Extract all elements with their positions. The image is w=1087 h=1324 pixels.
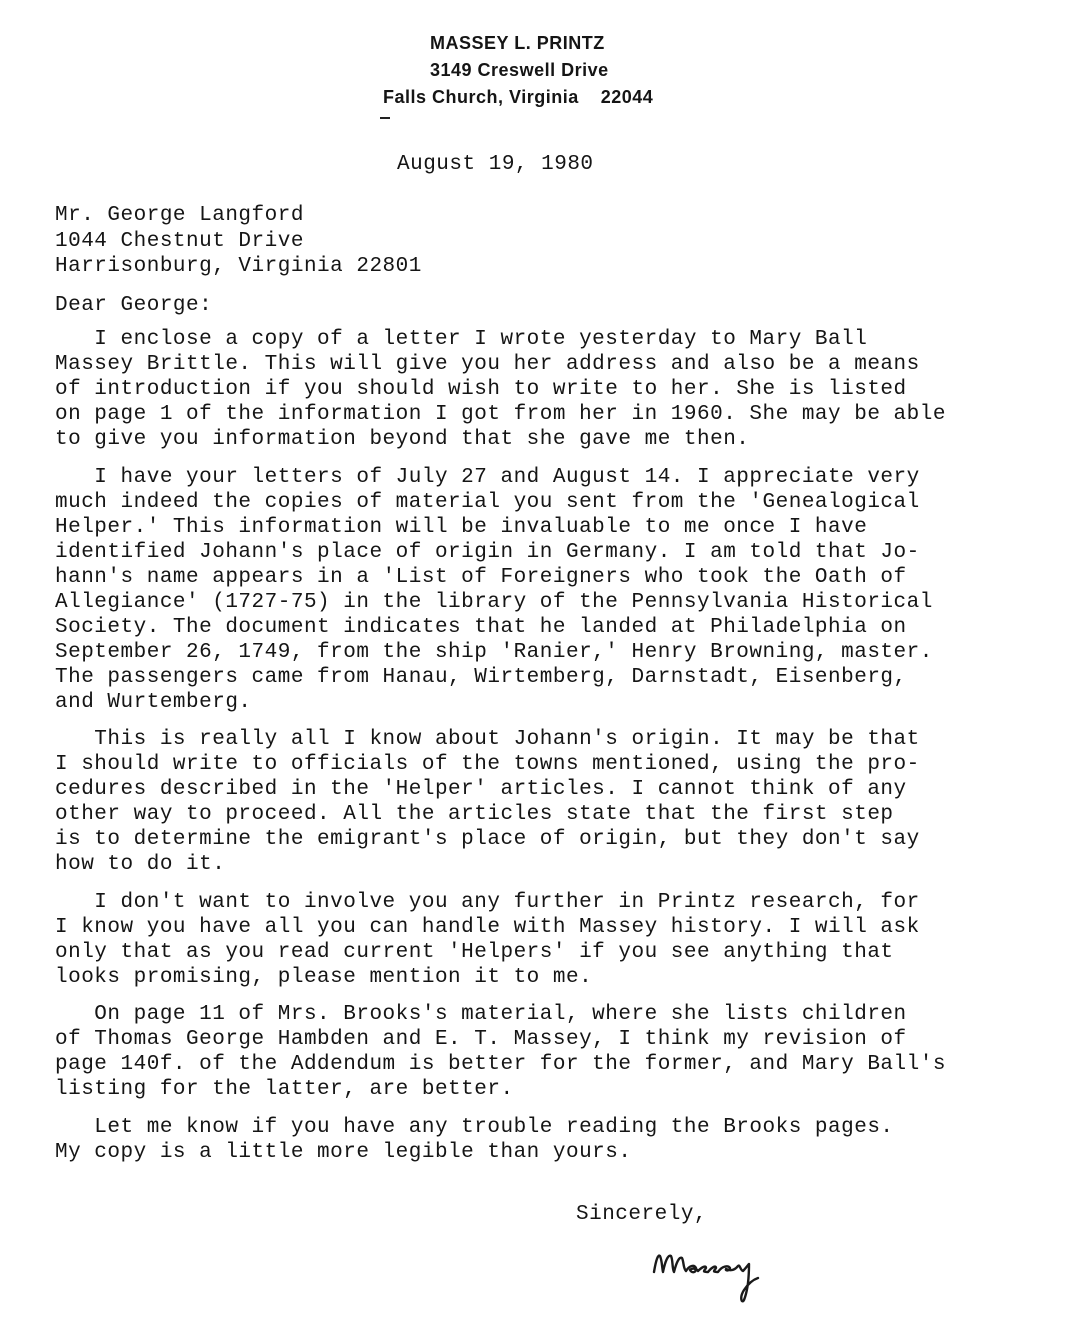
text-line: and Wurtemberg. xyxy=(55,690,252,714)
text-line: The passengers came from Hanau, Wirtemberg, Darnstadt, Eisenberg, xyxy=(55,665,907,689)
text-line: how to do it. xyxy=(55,853,226,876)
text-line: to give you information beyond that she gave me then. xyxy=(55,428,750,451)
sender-name: MASSEY L. PRINTZ xyxy=(430,33,605,53)
text-line: On page 11 of Mrs. Brooks's material, where she lists children xyxy=(55,1003,907,1026)
text-line: page 140f. of the Addendum is better for the former, and Mary Ball's xyxy=(55,1053,946,1076)
letter-date: August 19, 1980 xyxy=(397,153,594,176)
paragraph xyxy=(55,727,1065,877)
paragraph xyxy=(55,465,1065,715)
text-line: on page 1 of the information I got from her in 1960. She may be able xyxy=(55,403,946,426)
stray-mark xyxy=(380,117,390,119)
text-line: Allegiance' (1727-75) in the library of the Pennsylvania Historical xyxy=(55,590,933,614)
recipient-address xyxy=(55,203,422,280)
text-line: I enclose a copy of a letter I wrote yesterday to Mary Ball xyxy=(55,328,868,351)
text-line: Society. The document indicates that he landed at Philadelphia on xyxy=(55,615,907,639)
letterhead xyxy=(380,30,710,111)
text-line: Let me know if you have any trouble reading the Brooks pages. xyxy=(55,1115,894,1139)
text-line: I have your letters of July 27 and August 14. I appreciate very xyxy=(55,465,920,489)
text-line: listing for the latter, are better. xyxy=(55,1078,514,1101)
text-line: This is really all I know about Johann's origin. It may be that xyxy=(55,728,920,751)
recipient-name: Mr. George Langford xyxy=(55,204,304,227)
text-line: much indeed the copies of material you sent from the 'Genealogical xyxy=(55,490,920,514)
text-line: I should write to officials of the towns mentioned, using the pro- xyxy=(55,753,920,776)
text-line: Massey Brittle. This will give you her address and also be a means xyxy=(55,353,920,376)
text-line: of introduction if you should wish to write to her. She is listed xyxy=(55,378,907,401)
closing: Sincerely, xyxy=(576,1203,708,1226)
sender-zip: 22044 xyxy=(600,87,654,107)
text-line: hann's name appears in a 'List of Foreigners who took the Oath of xyxy=(55,565,907,589)
text-line: I know you have all you can handle with Massey history. I will ask xyxy=(55,915,920,939)
paragraph xyxy=(55,1115,1065,1165)
paragraph xyxy=(55,1002,1065,1102)
recipient-street: 1044 Chestnut Drive xyxy=(55,229,304,253)
text-line: only that as you read current 'Helpers' if you see anything that xyxy=(55,940,894,964)
text-line: Helper.' This information will be invaluable to me once I have xyxy=(55,515,868,539)
text-line: I don't want to involve you any further in Printz research, for xyxy=(55,890,920,914)
text-line: cedures described in the 'Helper' articles. I cannot think of any xyxy=(55,778,907,801)
salutation: Dear George: xyxy=(55,294,213,317)
text-line: is to determine the emigrant's place of origin, but they don't say xyxy=(55,828,920,851)
recipient-city: Harrisonburg, Virginia 22801 xyxy=(55,255,422,278)
text-line: other way to proceed. All the articles state that the first step xyxy=(55,803,894,826)
paragraph xyxy=(55,890,1065,990)
sender-street: 3149 Creswell Drive xyxy=(430,60,609,80)
text-line: identified Johann's place of origin in Germany. I am told that Jo- xyxy=(55,540,920,564)
text-line: of Thomas George Hambden and E. T. Massey, I think my revision of xyxy=(55,1028,907,1051)
signature xyxy=(648,1238,788,1308)
text-line: looks promising, please mention it to me. xyxy=(55,965,593,989)
text-line: My copy is a little more legible than yours. xyxy=(55,1140,632,1164)
sender-city-line xyxy=(380,84,710,111)
paragraph xyxy=(55,327,1065,452)
sender-city: Falls Church, Virginia xyxy=(383,87,579,107)
letter-body xyxy=(55,327,1065,1177)
text-line: September 26, 1749, from the ship 'Ranier,' Henry Browning, master. xyxy=(55,640,933,664)
